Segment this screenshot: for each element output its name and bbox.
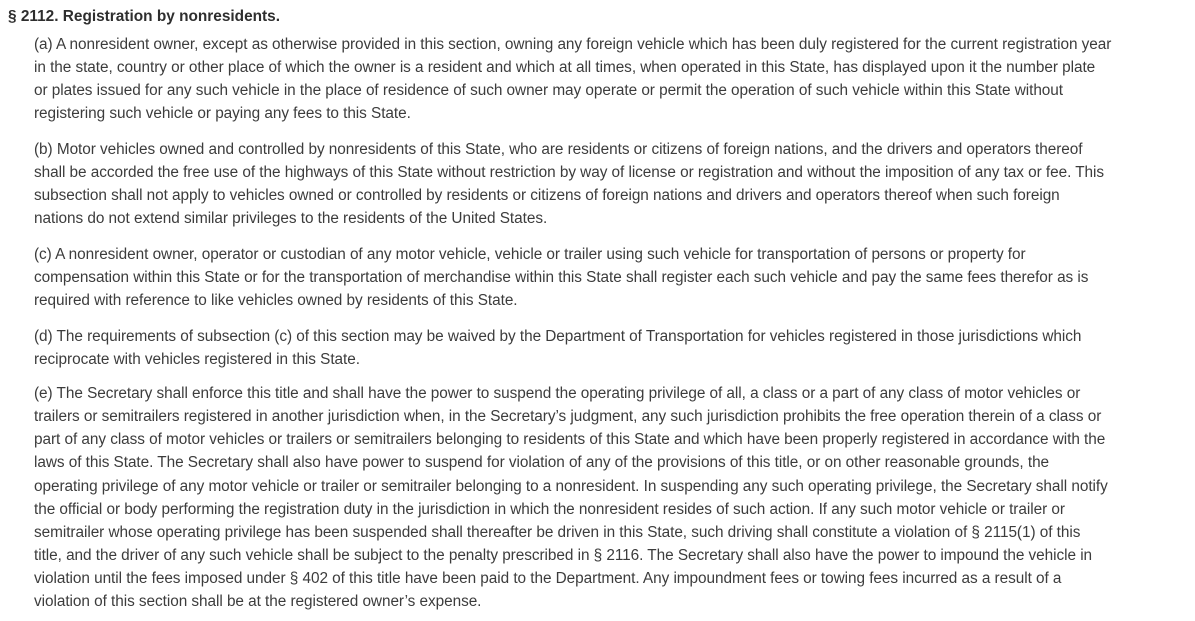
subsection-b-line: nations do not extend similar privileges to the residents of the United States. — [34, 210, 548, 228]
subsection-e-line: trailers or semitrailers registered in another jurisdiction when, in the Secretary’s judgment, any such jurisdiction prohibits the free operation therein of a class or — [34, 408, 1102, 426]
subsection-c-line: compensation within this State or for the transportation of merchandise within this State shall register each such vehicle and pay the same fees therefor as is — [34, 269, 1089, 287]
subsection-d-line: (d) The requirements of subsection (c) of this section may be waived by the Department of Transportation for vehicles registered in those jurisdictions which — [34, 328, 1082, 345]
subsection-a-line: registering such vehicle or paying any fees to this State. — [34, 105, 411, 123]
subsection-d — [34, 325, 1194, 371]
subsection-b-line: subsection shall not apply to vehicles owned or controlled by residents or citizens of foreign nations and drivers and operators thereof when such foreign — [34, 187, 1060, 205]
subsection-e-line: operating privilege of any motor vehicle or trailer or semitrailer belonging to a nonresident. In suspending any such operating privilege, the Secretary shall notify — [34, 477, 1108, 495]
subsection-a-line: or plates issued for any such vehicle in the place of residence of such owner may operate or permit the operation of such vehicle within this State without — [34, 82, 1064, 100]
subsection-b — [34, 138, 1194, 231]
subsection-e-line: semitrailer whose operating privilege has been suspended shall thereafter be driven in this State, such driving shall constitute a violation of § 2115(1) of this — [34, 523, 1081, 541]
subsection-c-line: required with reference to like vehicles owned by residents of this State. — [34, 292, 518, 310]
subsection-b-line: shall be accorded the free use of the highways of this State without restriction by way of license or registration and without the imposition of any tax or fee. This — [34, 164, 1105, 182]
subsection-e-line: part of any class of motor vehicles or trailers or semitrailers belonging to residents of this State and which have been properly registered in accordance with the — [34, 431, 1106, 449]
section-heading: § 2112. Registration by nonresidents. — [8, 8, 280, 25]
subsection-e-line: title, and the driver of any such vehicle shall be subject to the penalty prescribed in § 2116. The Secretary shall also have the power to impound the vehicle in — [34, 546, 1093, 564]
subsection-e-line: violation of this section shall be at the registered owner’s expense. — [34, 593, 482, 611]
subsection-c-line: (c) A nonresident owner, operator or custodian of any motor vehicle, vehicle or trailer using such vehicle for transportation of persons or property for — [34, 246, 1026, 263]
subsection-b-line: (b) Motor vehicles owned and controlled by nonresidents of this State, who are residents or citizens of foreign nations, and the drivers and operators thereof — [34, 141, 1083, 158]
subsection-e-line: the official or body performing the registration duty in the jurisdiction in which the nonresident resides of such action. If any such motor vehicle or trailer or — [34, 500, 1065, 518]
subsection-e-line: violation until the fees imposed under § 402 of this title have been paid to the Department. Any impoundment fees or towing fees incurred as a result of a — [34, 570, 1062, 588]
subsection-c — [34, 243, 1194, 312]
subsection-e-line: laws of this State. The Secretary shall also have power to suspend for violation of any of the provisions of this title, or on other reasonable grounds, the — [34, 454, 1050, 472]
subsection-d-line: reciprocate with vehicles registered in this State. — [34, 351, 360, 369]
subsection-a — [34, 33, 1194, 126]
subsection-e — [34, 382, 1194, 613]
subsection-a-line: (a) A nonresident owner, except as otherwise provided in this section, owning any foreign vehicle which has been duly registered for the current registration year — [34, 36, 1112, 53]
subsection-e-line: (e) The Secretary shall enforce this title and shall have the power to suspend the operating privilege of all, a class or a part of any class of motor vehicles or — [34, 385, 1081, 402]
subsection-a-line: in the state, country or other place of which the owner is a resident and which at all times, when operated in this State, has displayed upon it the number plate — [34, 59, 1096, 77]
